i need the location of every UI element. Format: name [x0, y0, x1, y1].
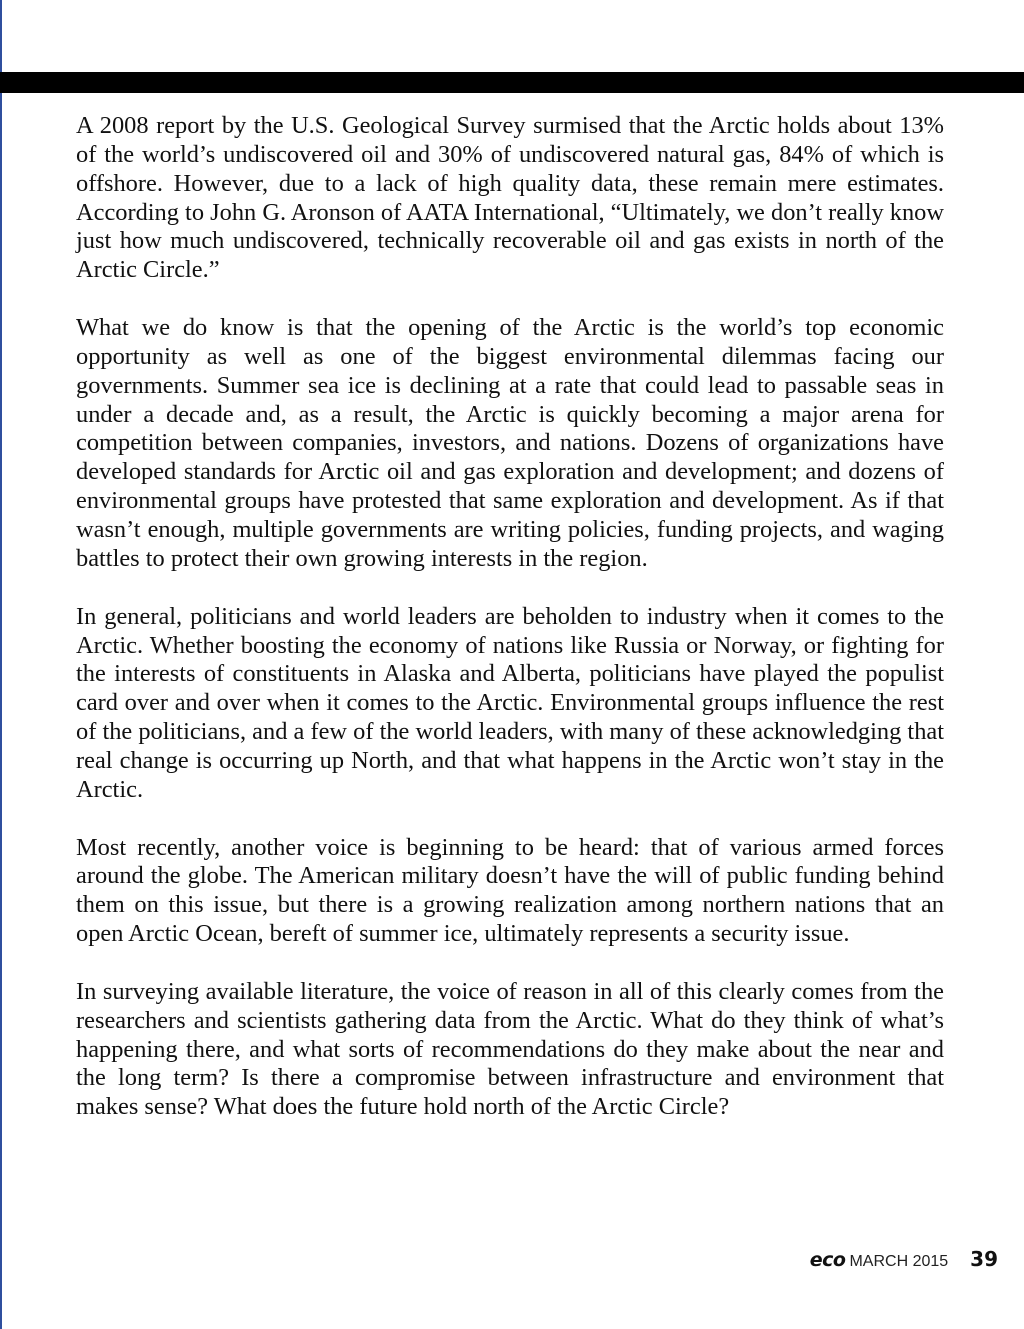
- issue-date: MARCH 2015: [849, 1253, 949, 1270]
- paragraph-1: A 2008 report by the U.S. Geological Survey surmised that the Arctic holds about 13% of the world’s undiscovered oil and 30% of undiscovered natural gas, 84% of which is offshore. However, due to a lack of high quality data, these remain mere estimates. According to John G. Aronson of AATA International, “Ultimately, we don’t really know just how much undiscovered, technically recoverable oil and gas exists in north of the Arctic Circle.”: [76, 112, 944, 284]
- article-body: [76, 112, 944, 1151]
- page-number: 39: [970, 1247, 998, 1271]
- paragraph-2: What we do know is that the opening of the Arctic is the world’s top economic opportunity as well as one of the biggest environmental dilemmas facing our governments. Summer sea ice is declining at a rate that could lead to passable seas in under a decade and, as a result, the Arctic is quickly becoming a major arena for competition between companies, investors, and nations. Dozens of organizations have developed standards for Arctic oil and gas exploration and development; and dozens of environmental groups have protested that same exploration and development. As if that wasn’t enough, multiple governments are writing policies, funding projects, and waging battles to protect their own growing interests in the region.: [76, 314, 944, 572]
- page-edge-rule: [0, 0, 2, 1329]
- paragraph-5: In surveying available literature, the voice of reason in all of this clearly comes from the researchers and scientists gathering data from the Arctic. What do they think of what’s happening there, and what sorts of recommendations do they make about the near and the long term? Is there a compromise between infrastructure and environment that makes sense? What does the future hold north of the Arctic Circle?: [76, 977, 944, 1121]
- header-bar: [0, 72, 1024, 93]
- paragraph-4: Most recently, another voice is beginning to be heard: that of various armed forces around the globe. The American military doesn’t have the will of public funding behind them on this issue, but there is a growing realization among northern nations that an open Arctic Ocean, bereft of summer ice, ultimately represents a security issue.: [76, 833, 944, 948]
- magazine-logo: eco: [809, 1249, 846, 1271]
- page-footer: [810, 1247, 998, 1271]
- paragraph-3: In general, politicians and world leaders are beholden to industry when it comes to the Arctic. Whether boosting the economy of nations like Russia or Norway, or fighting for the interests of constituents in Alaska and Alberta, politicians have played the populist card over and over when it comes to the Arctic. Environmental groups influence the rest of the politicians, and a few of the world leaders, with many of these acknowledging that real change is occurring up North, and that what happens in the Arctic won’t stay in the Arctic.: [76, 602, 944, 803]
